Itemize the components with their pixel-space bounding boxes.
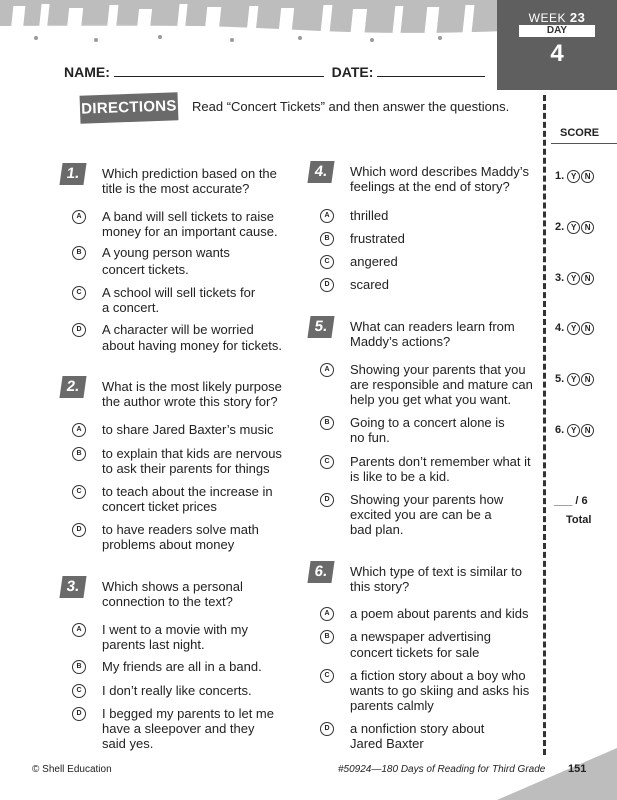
score-total-label: Total [566,514,592,526]
name-field[interactable] [114,64,324,77]
question-text: this story? [350,579,410,594]
question-number: 5. [307,316,334,338]
date-label: DATE: [331,64,374,80]
no-bubble[interactable]: N [581,322,594,335]
footer-book-title: #50924—180 Days of Reading for Third Grade [338,764,546,775]
score-column-divider [543,95,546,755]
question-text: Which shows a personal [102,579,243,594]
answer-option-text: I begged my parents to let me [102,706,274,721]
score-item [555,322,594,335]
week-number: 23 [569,10,586,25]
answer-bubble[interactable]: A [320,209,334,223]
answer-option-text: no fun. [350,430,390,445]
yes-bubble[interactable]: Y [567,373,580,386]
answer-option-text: Showing your parents how [350,492,504,507]
answer-option-text: have a sleepover and they [102,721,255,736]
answer-bubble[interactable]: A [72,623,86,637]
directions-badge: DIRECTIONS [80,92,179,123]
answer-option-text: problems about money [102,537,235,552]
answer-bubble[interactable]: C [320,255,334,269]
answer-bubble[interactable]: D [320,722,334,736]
score-item-label: 2. [555,221,565,233]
answer-bubble[interactable]: B [320,416,334,430]
answer-option-text: a newspaper advertising [350,629,491,644]
day-number: 4 [550,40,564,67]
answer-option-text: concert tickets. [102,262,189,277]
answer-bubble[interactable]: A [72,423,86,437]
answer-bubble[interactable]: D [320,493,334,507]
question-number: 6. [307,561,334,583]
answer-option-text: excited you are can be a [350,507,492,522]
score-item [555,170,594,183]
answer-option-text: to share Jared Baxter’s music [102,422,274,437]
score-item-label: 3. [555,272,565,284]
answer-option-text: parents last night. [102,637,205,652]
answer-option-text: A young person wants [102,245,230,260]
answer-option-text: concert tickets for sale [350,645,480,660]
answer-option-text: a concert. [102,300,160,315]
answer-bubble[interactable]: D [72,523,86,537]
answer-option-text: I don’t really like concerts. [102,683,252,698]
answer-bubble[interactable]: B [72,246,86,260]
answer-option-text: to teach about the increase in [102,484,273,499]
question-text: title is the most accurate? [102,181,250,196]
answer-option-text: a fiction story about a boy who [350,668,526,683]
answer-option-text: scared [350,277,390,292]
yes-bubble[interactable]: Y [567,272,580,285]
answer-bubble[interactable]: D [72,707,86,721]
answer-bubble[interactable]: B [320,232,334,246]
answer-option-text: to explain that kids are nervous [102,446,282,461]
answer-option-text: frustrated [350,231,405,246]
no-bubble[interactable]: N [581,272,594,285]
question-text: Maddy’s actions? [350,334,451,349]
week-text: WEEK [528,11,567,25]
answer-bubble[interactable]: C [320,669,334,683]
answer-bubble[interactable]: D [320,278,334,292]
day-label: DAY [519,25,595,37]
name-date-row [64,64,485,80]
answer-option-text: My friends are all in a band. [102,659,262,674]
answer-option-text: is like to be a kid. [350,469,450,484]
answer-option-text: said yes. [102,736,154,751]
question-text: What is the most likely purpose [102,379,282,394]
no-bubble[interactable]: N [581,170,594,183]
directions-text: Read “Concert Tickets” and then answer the questions. [192,99,510,114]
question-text: Which word describes Maddy’s [350,164,529,179]
yes-bubble[interactable]: Y [567,424,580,437]
answer-bubble[interactable]: A [320,363,334,377]
score-total-field[interactable]: ___ / 6 [554,495,588,507]
answer-bubble[interactable]: C [72,286,86,300]
score-item-label: 4. [555,322,565,334]
name-label: NAME: [64,64,110,80]
answer-bubble[interactable]: C [72,684,86,698]
yes-bubble[interactable]: Y [567,170,580,183]
question-number: 3. [59,576,86,598]
corner-decoration [497,742,617,800]
answer-option-text: a poem about parents and kids [350,606,529,621]
answer-option-text: concert ticket prices [102,499,217,514]
question-text: Which type of text is similar to [350,564,522,579]
score-item [555,221,594,234]
question-text: What can readers learn from [350,319,515,334]
answer-option-text: about having money for tickets. [102,338,282,353]
yes-bubble[interactable]: Y [567,322,580,335]
week-label [497,10,617,25]
question-text: the author wrote this story for? [102,394,278,409]
answer-bubble[interactable]: C [72,485,86,499]
answer-option-text: A school will sell tickets for [102,285,256,300]
answer-option-text: to ask their parents for things [102,461,270,476]
answer-option-text: wants to go skiing and asks his [350,683,530,698]
answer-option-text: money for an important cause. [102,224,278,239]
answer-bubble[interactable]: A [72,210,86,224]
score-item [555,373,594,386]
answer-option-text: thrilled [350,208,389,223]
date-field[interactable] [377,64,485,77]
answer-option-text: A character will be worried [102,322,254,337]
answer-option-text: I went to a movie with my [102,622,248,637]
answer-option-text: Jared Baxter [350,736,424,751]
answer-option-text: are responsible and mature can [350,377,533,392]
answer-bubble[interactable]: B [72,447,86,461]
question-number: 1. [59,163,86,185]
answer-bubble[interactable]: B [72,660,86,674]
answer-bubble[interactable]: C [320,455,334,469]
question-number: 4. [307,161,334,183]
answer-option-text: Showing your parents that you [350,362,526,377]
score-item [555,424,594,437]
score-item-label: 1. [555,170,565,182]
no-bubble[interactable]: N [581,424,594,437]
answer-option-text: parents calmly [350,698,434,713]
answer-option-text: Parents don’t remember what it [350,454,531,469]
score-divider [551,143,617,144]
answer-bubble[interactable]: D [72,323,86,337]
answer-option-text: A band will sell tickets to raise [102,209,274,224]
page-number: 151 [568,763,587,775]
answer-option-text: bad plan. [350,522,404,537]
score-item [555,272,594,285]
score-title: SCORE [560,127,600,139]
answer-option-text: to have readers solve math [102,522,259,537]
question-text: feelings at the end of story? [350,179,510,194]
yes-bubble[interactable]: Y [567,221,580,234]
score-item-label: 5. [555,373,565,385]
score-item-label: 6. [555,424,565,436]
question-number: 2. [59,376,86,398]
answer-bubble[interactable]: A [320,607,334,621]
answer-option-text: Going to a concert alone is [350,415,505,430]
no-bubble[interactable]: N [581,373,594,386]
answer-option-text: help you get what you want. [350,392,512,407]
answer-option-text: a nonfiction story about [350,721,485,736]
answer-option-text: angered [350,254,398,269]
footer-copyright: © Shell Education [32,764,112,775]
question-text: Which prediction based on the [102,166,277,181]
question-text: connection to the text? [102,594,233,609]
week-day-tab [497,0,617,90]
no-bubble[interactable]: N [581,221,594,234]
answer-bubble[interactable]: B [320,630,334,644]
